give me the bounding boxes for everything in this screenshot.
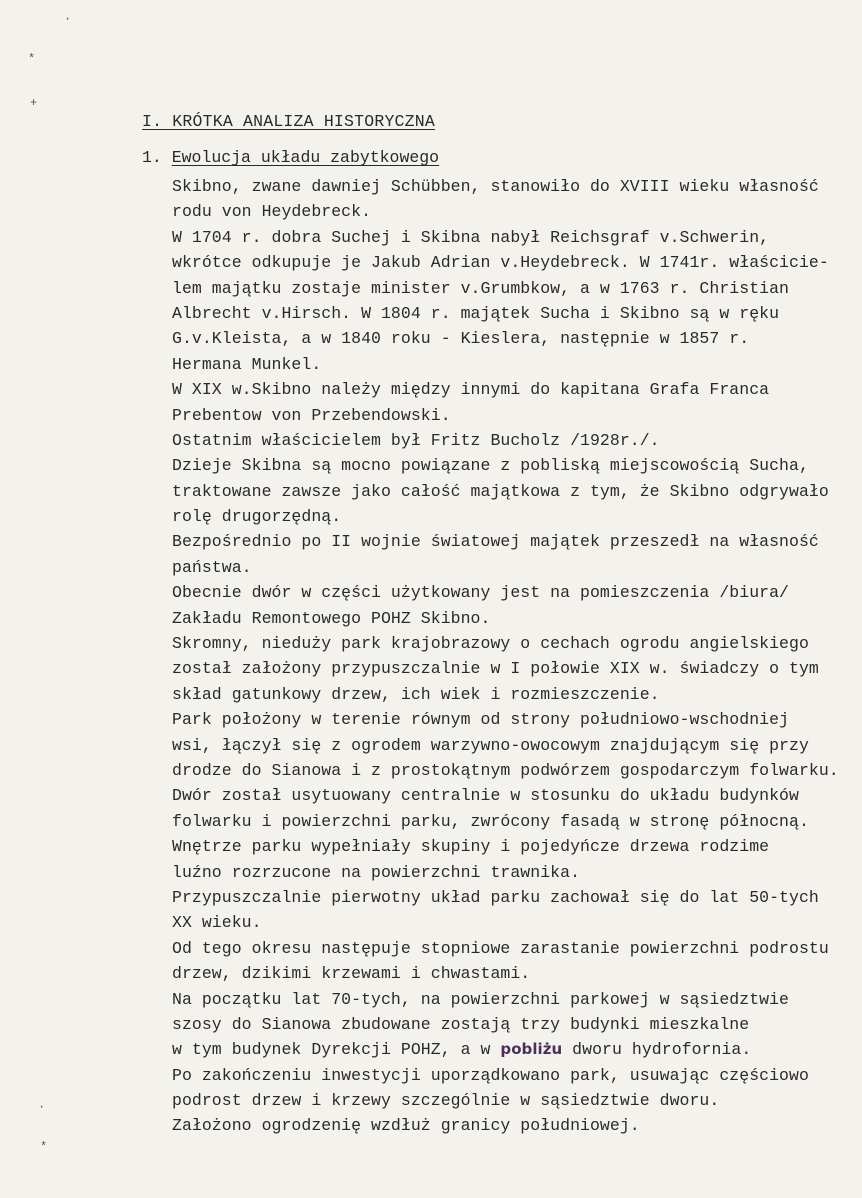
margin-mark: +	[30, 96, 38, 110]
text-line: Prebentow von Przebendowski.	[172, 405, 451, 425]
text-line: został założony przypuszczalnie w I połowie XIX w. świadczy o tym	[172, 659, 819, 679]
text-line: Przypuszczalnie pierwotny układ parku zachował się do lat 50-tych	[172, 887, 819, 907]
text-line: Hermana Munkel.	[172, 354, 322, 374]
text-segment: w tym budynek Dyrekcji POHZ, a w	[172, 1040, 501, 1060]
text-line: Dwór został usytuowany centralnie w stosunku do układu budynków	[172, 786, 799, 806]
text-line: podrost drzew i krzewy szczególnie w sąsiedztwie dworu.	[172, 1091, 720, 1111]
text-line: W XIX w.Skibno należy między innymi do kapitana Grafa Franca	[172, 380, 770, 400]
text-line: Od tego okresu następuje stopniowe zarastanie powierzchni podrostu	[172, 938, 829, 958]
text-line: państwa.	[172, 557, 252, 577]
text-line: drodze do Sianowa i z prostokątnym podwórzem gospodarczym folwarku.	[172, 760, 839, 780]
text-line: Założono ogrodzenię wzdłuż granicy południowej.	[172, 1116, 640, 1136]
text-line: Bezpośrednio po II wojnie światowej majątek przeszedł na własność	[172, 532, 819, 552]
text-line: Albrecht v.Hirsch. W 1804 r. majątek Sucha i Skibno są w ręku	[172, 303, 780, 323]
text-line-with-correction	[172, 1037, 862, 1062]
text-line: wsi, łączył się z ogrodem warzywno-owocowym znajdującym się przy	[172, 735, 809, 755]
text-line: Wnętrze parku wypełniały skupiny i pojedyńcze drzewa rodzime	[172, 837, 770, 857]
text-line: XX wieku.	[172, 913, 262, 933]
text-line: rodu von Heydebreck.	[172, 202, 372, 222]
text-line: G.v.Kleista, a w 1840 roku - Kieslera, następnie w 1857 r.	[172, 329, 750, 349]
text-line: Dzieje Skibna są mocno powiązane z pobliską miejscowością Sucha,	[172, 456, 809, 476]
text-line: Obecnie dwór w części użytkowany jest na pomieszczenia /biura/	[172, 583, 789, 603]
subsection-title: Ewolucja układu zabytkowego	[171, 148, 440, 167]
subsection-number: 1.	[142, 148, 162, 167]
margin-mark: ·	[38, 1100, 46, 1114]
text-line: traktowane zawsze jako całość majątkowa z tym, że Skibno odgrywało	[172, 481, 829, 501]
margin-mark: *	[28, 52, 36, 66]
text-line: folwarku i powierzchni parku, zwrócony fasadą w stronę północną.	[172, 811, 809, 831]
text-line: wkrótce odkupuje je Jakub Adrian v.Heydebreck. W 1741r. właściciе-	[172, 253, 829, 273]
text-line: Ostatnim właścicielem był Fritz Bucholz /1928r./.	[172, 430, 660, 450]
text-line: drzew, dzikimi krzewami i chwastami.	[172, 964, 531, 984]
text-line: Park położony w terenie równym od strony południowo-wschodniej	[172, 710, 789, 730]
text-line: szosy do Sianowa zbudowane zostają trzy budynki mieszkalne	[172, 1014, 750, 1034]
section-heading: I. KRÓTKA ANALIZA HISTORYCZNA	[142, 112, 435, 131]
subsection-heading	[142, 148, 439, 167]
text-line: W 1704 r. dobra Suchej i Skibna nabył Reichsgraf v.Schwerin,	[172, 227, 770, 247]
text-segment: dworu hydrofornia.	[562, 1040, 752, 1060]
text-line: Zakładu Remontowego POHZ Skibno.	[172, 608, 491, 628]
text-line: luźno rozrzucone na powierzchni trawnika.	[172, 862, 581, 882]
text-line: Po zakończeniu inwestycji uporządkowano park, usuwając częściowo	[172, 1065, 809, 1085]
text-line: Skromny, nieduży park krajobrazowy o cechach ogrodu angielskiego	[172, 634, 809, 654]
margin-mark: *	[40, 1140, 48, 1154]
handwritten-correction: pobliżu	[500, 1040, 563, 1059]
margin-mark: ·	[64, 12, 72, 26]
text-line: skład gatunkowy drzew, ich wiek i rozmieszczenie.	[172, 684, 660, 704]
text-line: Na początku lat 70-tych, na powierzchni parkowej w sąsiedztwie	[172, 989, 789, 1009]
text-line: Skibno, zwane dawniej Schübben, stanowiło do XVIII wieku własność	[172, 177, 819, 196]
text-line: lem majątku zostaje minister v.Grumbkow, a w 1763 r. Christian	[172, 278, 789, 298]
body-text	[172, 174, 862, 1139]
text-line: rolę drugorzędną.	[172, 507, 342, 527]
